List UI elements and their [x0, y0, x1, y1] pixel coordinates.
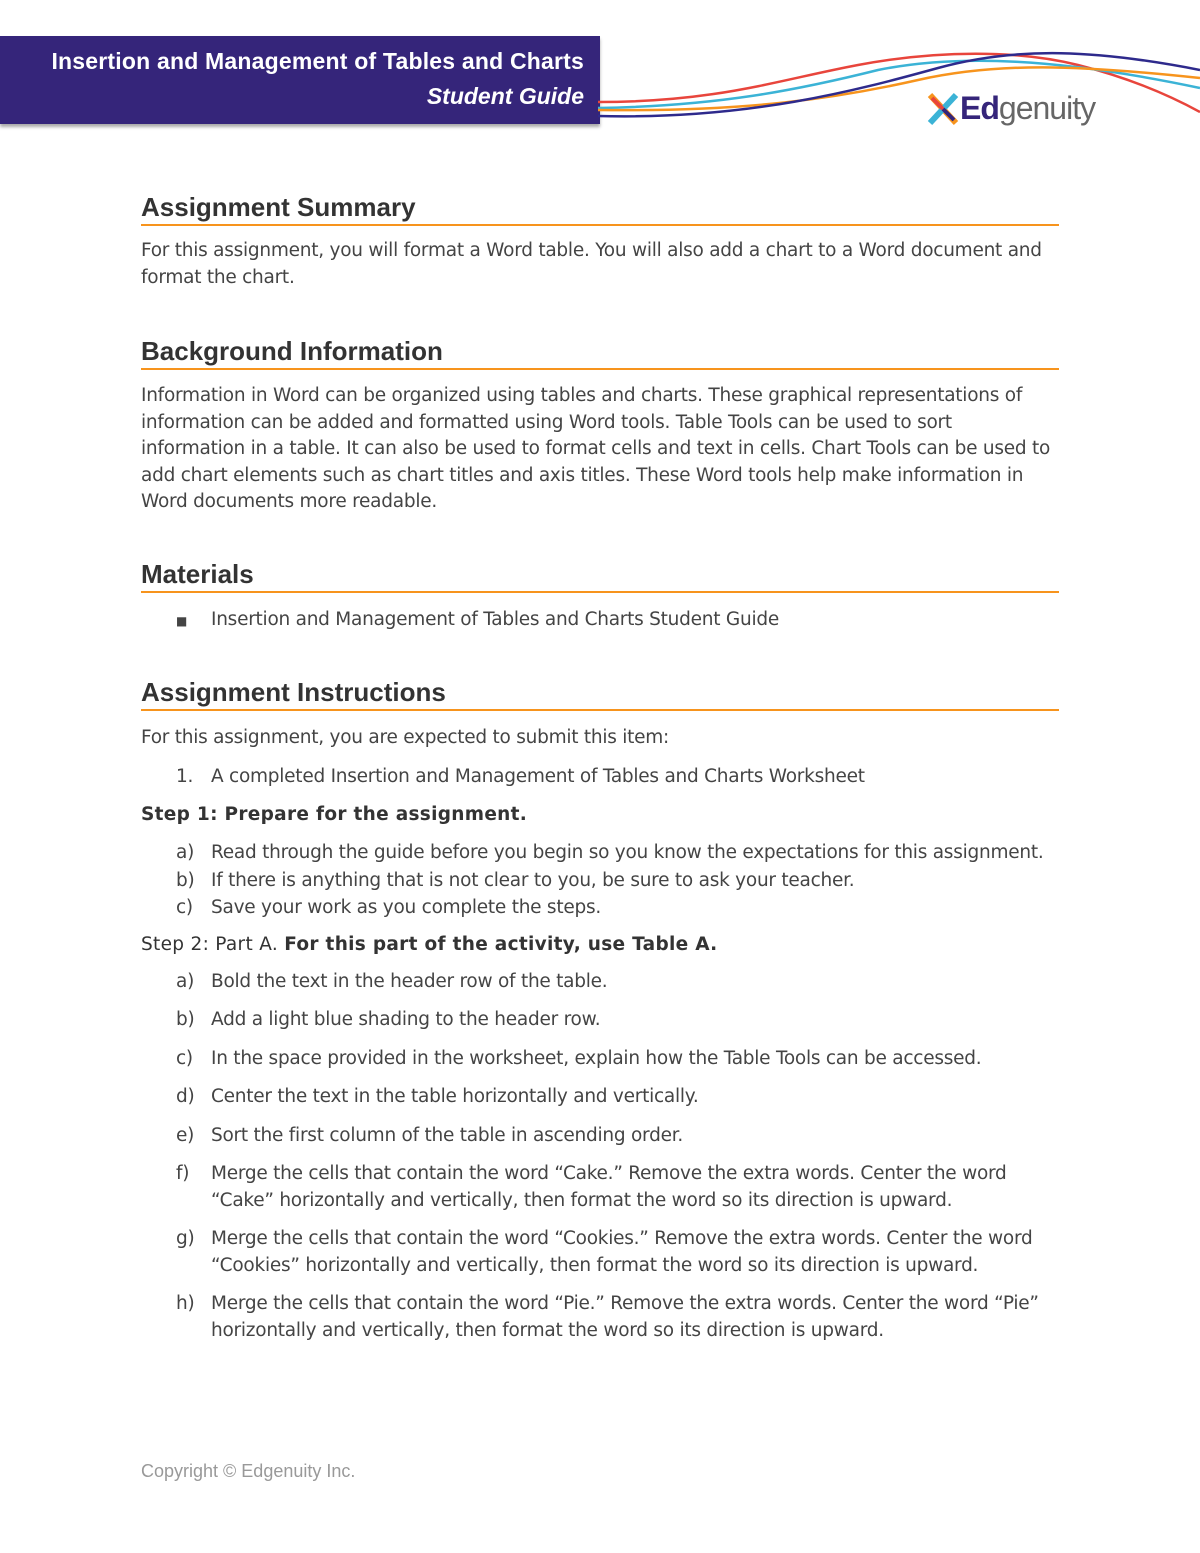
- list-item-text: Center the text in the table horizontally and vertically.: [211, 1086, 699, 1107]
- list-item: [141, 868, 1059, 895]
- list-item: [141, 1226, 1059, 1279]
- header-banner: [0, 36, 600, 124]
- list-item-text: Merge the cells that contain the word “Cake.” Remove the extra words. Center the word “Cake” horizontally and vertically, then format the word so its direction is upward.: [211, 1163, 1007, 1211]
- list-item-text: In the space provided in the worksheet, explain how the Table Tools can be accessed.: [211, 1047, 982, 1069]
- step-1-label: [141, 802, 1059, 828]
- document-subtitle: Student Guide: [426, 83, 584, 109]
- list-item-text: Save your work as you complete the steps.: [211, 897, 601, 918]
- list-marker: b): [176, 869, 195, 891]
- bullet-icon: ■: [176, 614, 188, 628]
- background-text: Information in Word can be organized using tables and charts. These graphical representations of information can be added and formatted using Word tools. Table Tools can be used to sort information in a table. It can also be used to format cells and text in cells. Chart Tools can be used to add chart elements such as chart titles and axis titles. These Word tools help make information in Word documents more readable.: [141, 385, 1051, 512]
- edgenuity-logo: Edgenuity: [926, 90, 1095, 127]
- step-2-text: For this part of the activity, use Table A.: [284, 933, 718, 955]
- list-marker: 1.: [176, 765, 194, 787]
- list-marker: a): [176, 842, 195, 863]
- list-marker: d): [176, 1086, 195, 1107]
- step-1-text: Step 1: Prepare for the assignment.: [141, 804, 528, 825]
- list-item: [141, 1046, 1059, 1073]
- submit-item-text: A completed Insertion and Management of Tables and Charts Worksheet: [211, 765, 865, 787]
- section-heading: Background Information: [141, 336, 1059, 370]
- list-marker: f): [176, 1163, 190, 1184]
- instructions-section: [141, 677, 1059, 1344]
- list-marker: h): [176, 1293, 195, 1314]
- list-item: [141, 840, 1059, 867]
- list-item-text: Read through the guide before you begin so you know the expectations for this assignment.: [211, 842, 1044, 863]
- list-marker: b): [176, 1009, 195, 1030]
- submit-item: [141, 764, 1059, 791]
- list-item: [141, 1007, 1059, 1034]
- list-marker: c): [176, 897, 193, 918]
- list-item-text: Merge the cells that contain the word “Pie.” Remove the extra words. Center the word “Pie” horizontally and vertically, then format the word so its direction is upward.: [211, 1293, 1039, 1341]
- list-item: [141, 969, 1059, 996]
- list-item: [141, 1291, 1059, 1344]
- list-item-text: Bold the text in the header row of the table.: [211, 970, 608, 992]
- step-2-list: [141, 969, 1059, 1345]
- list-marker: c): [176, 1047, 193, 1069]
- list-marker: e): [176, 1124, 195, 1146]
- list-item: [141, 895, 1059, 922]
- materials-item: [141, 607, 1059, 634]
- step-2-label: [141, 932, 1059, 958]
- list-marker: g): [176, 1228, 195, 1249]
- list-item: [141, 1161, 1059, 1214]
- section-heading: Assignment Instructions: [141, 677, 1059, 711]
- list-item: [141, 1123, 1059, 1150]
- section-heading: Materials: [141, 559, 1059, 593]
- list-item: [141, 1084, 1059, 1111]
- decorative-waves-icon: [598, 40, 1200, 120]
- summary-text: For this assignment, you will format a Word table. You will also add a chart to a Word document and format the chart.: [141, 240, 1042, 288]
- list-item-text: Add a light blue shading to the header row.: [211, 1009, 601, 1030]
- document-title: Insertion and Management of Tables and Charts: [51, 48, 584, 74]
- copyright: Copyright © Edgenuity Inc.: [141, 1461, 356, 1481]
- step-1-list: [141, 840, 1059, 922]
- assignment-summary-section: [141, 192, 1059, 291]
- materials-item-text: Insertion and Management of Tables and Charts Student Guide: [211, 609, 779, 630]
- section-heading: Assignment Summary: [141, 192, 1059, 226]
- background-section: [141, 336, 1059, 516]
- list-item-text: If there is anything that is not clear to you, be sure to ask your teacher.: [211, 869, 855, 891]
- list-item-text: Merge the cells that contain the word “Cookies.” Remove the extra words. Center the word “Cookies” horizontally and vertically, then format the word so its direction is upward.: [211, 1228, 1033, 1276]
- instructions-intro: For this assignment, you are expected to submit this item:: [141, 727, 670, 748]
- step-2-prefix: Step 2: Part A.: [141, 933, 278, 955]
- list-marker: a): [176, 970, 195, 992]
- logo-x-icon: [926, 92, 960, 126]
- materials-section: [141, 559, 1059, 634]
- list-item-text: Sort the first column of the table in ascending order.: [211, 1124, 683, 1146]
